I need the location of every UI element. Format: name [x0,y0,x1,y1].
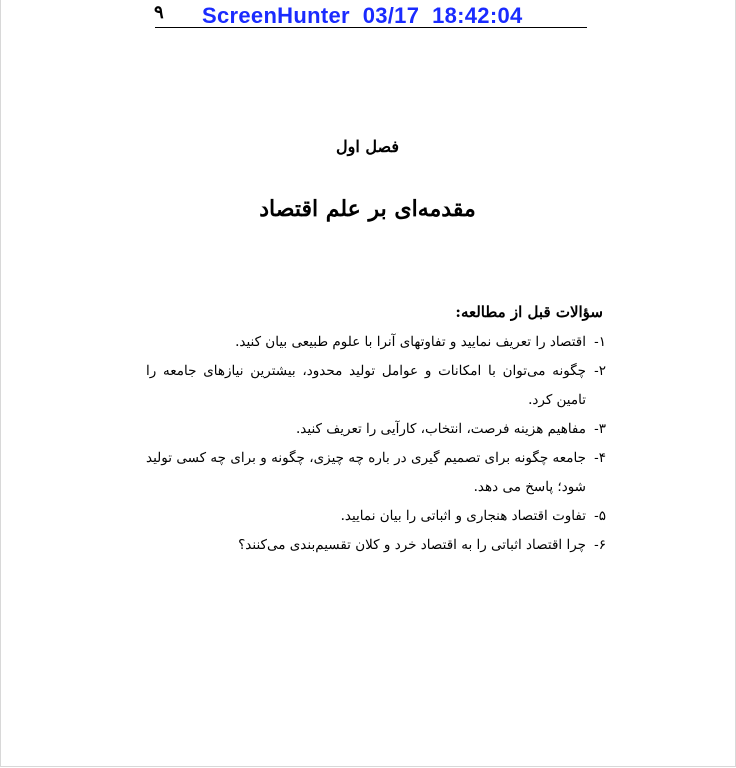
questions-heading: سؤالات قبل از مطالعه: [455,303,603,321]
question-number: ۴- [594,450,606,466]
question-item [146,444,606,502]
question-number: ۱- [594,334,606,350]
questions-list [146,328,606,560]
question-text: اقتصاد را تعریف نمایید و تفاوتهای آنرا با علوم طبیعی بیان کنید. [235,334,586,350]
question-item [146,357,606,415]
chapter-title: مقدمه‌ای بر علم اقتصاد [259,196,476,222]
header-rule [155,27,587,28]
question-text: مفاهیم هزینه فرصت، انتخاب، کارآیی را تعریف کنید. [296,421,586,437]
question-text: تفاوت اقتصاد هنجاری و اثباتی را بیان نمایید. [340,508,586,524]
question-number: ۶- [594,537,606,553]
question-text: چگونه می‌توان با امکانات و عوامل تولید محدود، بیشترین نیازهای جامعه را تامین کرد. [146,363,586,408]
question-number: ۲- [594,363,606,379]
question-number: ۳- [594,421,606,437]
question-item [146,502,606,531]
chapter-label: فصل اول [335,137,399,156]
question-text: جامعه چگونه برای تصمیم گیری در باره چه چیزی، چگونه و برای چه کسی تولید شود؛ پاسخ می دهد. [146,450,586,495]
question-item [146,415,606,444]
question-text: چرا اقتصاد اثباتی را به اقتصاد خرد و کلان تقسیم‌بندی می‌کنند؟ [238,537,586,553]
question-number: ۵- [594,508,606,524]
question-item [146,328,606,357]
page-number: ۹ [154,2,164,23]
screenhunter-watermark: ScreenHunter 03/17 18:42:04 [202,3,523,28]
question-item [146,531,606,560]
